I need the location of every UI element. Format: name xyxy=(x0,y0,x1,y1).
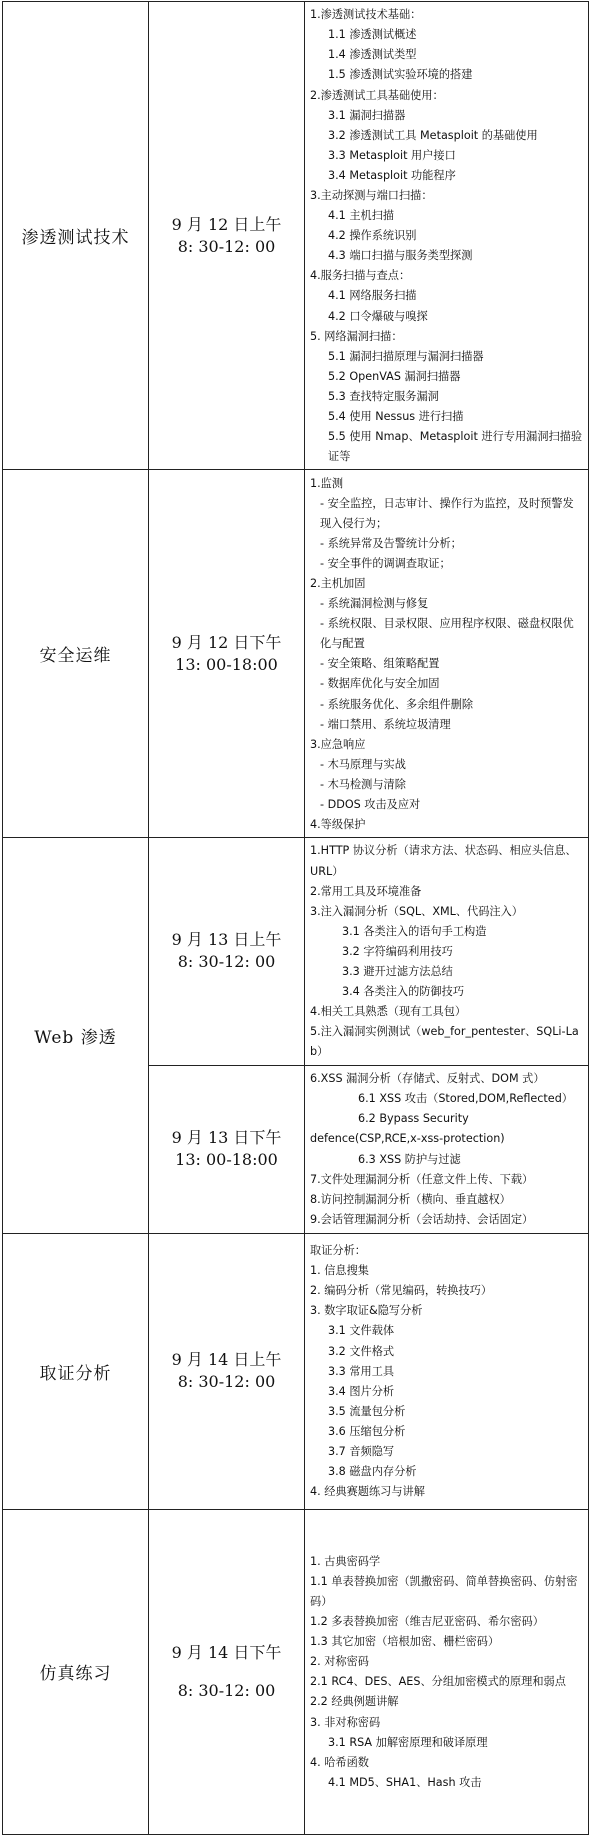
content-cell xyxy=(305,1233,589,1509)
content-line: - 数据库优化与安全加固 xyxy=(320,677,440,691)
date-text: 9 月 14 日上午 xyxy=(171,1350,282,1370)
content-line: - 系统异常及告警统计分析； xyxy=(320,536,462,550)
topic-cell: 渗透测试技术 xyxy=(3,2,149,470)
content-line: defence(CSP,RCE,x-xss-protection) xyxy=(310,1132,505,1146)
content-line: 7.文件处理漏洞分析（任意文件上传、下载） xyxy=(310,1172,534,1186)
content-line: - 木马原理与实战 xyxy=(320,757,406,771)
content-line: - 木马检测与清除 xyxy=(320,777,406,791)
content-list xyxy=(305,838,588,1064)
time-cell xyxy=(149,838,305,1065)
content-line: 6.1 XSS 攻击（Stored,DOM,Reflected） xyxy=(358,1092,573,1106)
content-line: 2.渗透测试工具基础使用： xyxy=(310,88,444,102)
content-line: 2.2 经典例题讲解 xyxy=(310,1695,399,1709)
content-line: 1.渗透测试技术基础： xyxy=(310,8,422,22)
content-line: 4. 经典赛题练习与讲解 xyxy=(310,1485,425,1499)
time-cell xyxy=(149,1065,305,1233)
content-line: 取证分析： xyxy=(310,1244,366,1258)
hours-text: 13: 00-18:00 xyxy=(175,654,278,674)
content-line: 3.8 磁盘内存分析 xyxy=(328,1465,417,1479)
content-line: 5.注入漏洞实例测试（web_for_pentester、SQLi-Lab） xyxy=(310,1025,579,1059)
content-line: - DDOS 攻击及应对 xyxy=(320,798,421,812)
table-row xyxy=(3,838,589,1065)
content-line: - 系统漏洞检测与修复 xyxy=(320,597,429,611)
content-line: 6.2 Bypass Security xyxy=(358,1112,469,1126)
date-text: 9 月 12 日下午 xyxy=(171,632,282,652)
date-text: 9 月 13 日下午 xyxy=(171,1128,282,1148)
content-line: - 安全监控，日志审计、操作行为监控，及时预警发现入侵行为； xyxy=(320,496,574,530)
content-line: 3. 非对称密码 xyxy=(310,1715,381,1729)
content-line: 5.2 OpenVAS 漏洞扫描器 xyxy=(328,369,461,383)
content-line: 3.7 音频隐写 xyxy=(328,1445,395,1458)
table-row xyxy=(3,2,589,470)
content-line: 4. 哈希函数 xyxy=(310,1755,369,1769)
content-line: 5.4 使用 Nessus 进行扫描 xyxy=(328,410,464,424)
content-cell xyxy=(305,838,589,1065)
hours-text: 8: 30-12: 00 xyxy=(177,236,276,256)
content-line: 3. 数字取证&隐写分析 xyxy=(310,1304,423,1318)
content-line: 2.主机加固 xyxy=(310,577,366,591)
content-line: 5. 网络漏洞扫描： xyxy=(310,329,403,343)
content-line: 2.1 RC4、DES、AES、分组加密模式的原理和弱点 xyxy=(310,1675,566,1689)
content-line: 6.3 XSS 防护与过滤 xyxy=(358,1152,461,1166)
content-line: - 端口禁用、系统垃圾清理 xyxy=(320,717,451,731)
content-line: 1.HTTP 协议分析（请求方法、状态码、相应头信息、URL） xyxy=(310,844,577,878)
content-list xyxy=(305,2,588,469)
content-line: 5.5 使用 Nmap、Metasploit 进行专用漏洞扫描验证等 xyxy=(328,430,583,464)
content-line: 9.会话管理漏洞分析（会话劫持、会话固定） xyxy=(310,1212,534,1226)
schedule-table xyxy=(2,1,589,1835)
content-line: - 安全事件的调调查取证； xyxy=(320,556,451,570)
content-list xyxy=(305,1238,588,1504)
content-line: 3.4 图片分析 xyxy=(328,1384,395,1398)
content-line: 4.1 MD5、SHA1、Hash 攻击 xyxy=(328,1775,482,1789)
content-line: 1. 古典密码学 xyxy=(310,1554,381,1568)
content-line: 3.1 RSA 加解密原理和破译原理 xyxy=(328,1735,488,1749)
content-line: 6.XSS 漏洞分析（存储式、反射式、DOM 式） xyxy=(310,1072,545,1086)
content-line: 3.1 各类注入的语句手工构造 xyxy=(342,924,487,938)
hours-text: 8: 30-12: 00 xyxy=(177,1372,276,1392)
content-list xyxy=(305,471,588,838)
date-text: 9 月 12 日上午 xyxy=(171,214,282,234)
content-line: 1.2 多表替换加密（维吉尼亚密码、希尔密码） xyxy=(310,1615,544,1629)
content-line: 1.监测 xyxy=(310,476,344,490)
content-line: 3.6 压缩包分析 xyxy=(328,1424,406,1438)
table-row xyxy=(3,1509,589,1834)
content-line: 1.1 单表替换加密（凯撒密码、简单替换密码、仿射密码） xyxy=(310,1574,578,1608)
content-list xyxy=(305,1066,588,1232)
content-line: 2. 编码分析（常见编码，转换技巧） xyxy=(310,1284,493,1298)
content-line: 3.主动探测与端口扫描： xyxy=(310,188,433,202)
content-line: 8.访问控制漏洞分析（横向、垂直越权） xyxy=(310,1192,511,1206)
time-cell xyxy=(149,1233,305,1509)
content-line: 3.1 漏洞扫描器 xyxy=(328,108,406,122)
time-cell xyxy=(149,2,305,470)
content-line: - 系统服务优化、多余组件删除 xyxy=(320,697,474,711)
content-line: 4.服务扫描与查点： xyxy=(310,269,411,283)
hours-text: 8: 30-12: 00 xyxy=(177,952,276,972)
content-line: 1.3 其它加密（培根加密、栅栏密码） xyxy=(310,1635,500,1649)
time-cell xyxy=(149,1509,305,1834)
content-line: 1.1 渗透测试概述 xyxy=(328,28,417,42)
content-line: 4.3 端口扫描与服务类型探测 xyxy=(328,249,473,263)
content-line: 2. 对称密码 xyxy=(310,1655,369,1669)
content-line: 3.3 避开过滤方法总结 xyxy=(342,964,453,978)
hours-text: 13: 00-18:00 xyxy=(175,1150,278,1170)
content-line: 1.5 渗透测试实验环境的搭建 xyxy=(328,68,473,82)
content-line: 4.相关工具熟悉（现有工具包） xyxy=(310,1005,467,1019)
content-cell xyxy=(305,1509,589,1834)
content-cell xyxy=(305,2,589,470)
content-line: 4.1 主机扫描 xyxy=(328,209,395,223)
content-line: 3.2 渗透测试工具 Metasploit 的基础使用 xyxy=(328,128,538,142)
content-line: 3.1 文件载体 xyxy=(328,1324,395,1338)
content-cell xyxy=(305,1065,589,1233)
content-line: - 安全策略、组策略配置 xyxy=(320,657,440,671)
content-line: 1.4 渗透测试类型 xyxy=(328,48,417,62)
content-line: 5.3 查找特定服务漏洞 xyxy=(328,389,439,403)
topic-cell: 安全运维 xyxy=(3,470,149,838)
content-line: 4.1 网络服务扫描 xyxy=(328,289,417,303)
content-line: 4.2 口令爆破与嗅探 xyxy=(328,309,428,323)
content-line: 4.2 操作系统识别 xyxy=(328,229,417,243)
table-row xyxy=(3,470,589,838)
hours-text: 8: 30-12: 00 xyxy=(177,1680,276,1700)
content-line: 3.2 字符编码利用技巧 xyxy=(342,944,453,958)
content-line: 3.5 流量包分析 xyxy=(328,1404,406,1418)
content-line: - 系统权限、目录权限、应用程序权限、磁盘权限优化与配置 xyxy=(320,617,574,651)
topic-cell: 仿真练习 xyxy=(3,1509,149,1834)
content-line: 3.4 Metasploit 功能程序 xyxy=(328,168,456,182)
content-line: 3.3 常用工具 xyxy=(328,1364,395,1378)
content-line: 3.应急响应 xyxy=(310,737,366,751)
content-line: 1. 信息搜集 xyxy=(310,1264,369,1278)
topic-cell: Web 渗透 xyxy=(3,838,149,1233)
date-text: 9 月 14 日下午 xyxy=(171,1642,282,1662)
content-line: 3.2 文件格式 xyxy=(328,1344,395,1358)
content-cell xyxy=(305,470,589,838)
content-line: 5.1 漏洞扫描原理与漏洞扫描器 xyxy=(328,349,484,363)
content-line: 3.4 各类注入的防御技巧 xyxy=(342,985,465,999)
content-line: 3.注入漏洞分析（SQL、XML、代码注入） xyxy=(310,904,523,918)
content-line: 2.常用工具及环境准备 xyxy=(310,884,422,898)
content-line: 4.等级保护 xyxy=(310,818,366,832)
time-cell xyxy=(149,470,305,838)
date-text: 9 月 13 日上午 xyxy=(171,930,282,950)
content-line: 3.3 Metasploit 用户接口 xyxy=(328,148,456,162)
table-row xyxy=(3,1233,589,1509)
content-list xyxy=(305,1549,588,1795)
topic-cell: 取证分析 xyxy=(3,1233,149,1509)
